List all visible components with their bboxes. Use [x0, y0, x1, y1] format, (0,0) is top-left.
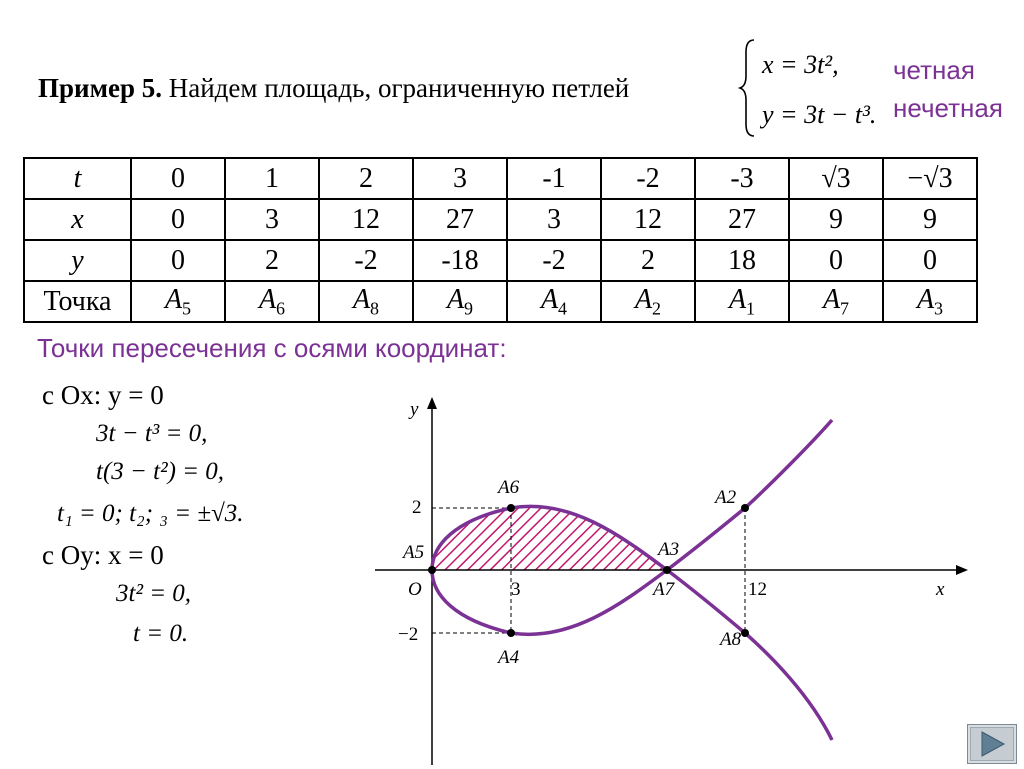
row-label-y: y — [24, 240, 131, 281]
point-letter: A — [916, 283, 935, 315]
curly-brace-icon — [738, 38, 758, 138]
table-cell: 0 — [131, 199, 225, 240]
table-row — [24, 158, 977, 199]
table-cell: 0 — [883, 240, 977, 281]
table-cell: 12 — [319, 199, 413, 240]
table-cell: -2 — [319, 240, 413, 281]
table-cell: 2 — [319, 158, 413, 199]
table-cell: 0 — [131, 158, 225, 199]
table-cell — [789, 281, 883, 322]
oy-equation-2: t = 0. — [133, 620, 189, 647]
point-index: 3 — [934, 298, 944, 319]
origin-label: O — [408, 579, 422, 600]
x-axis-arrow-icon — [956, 565, 968, 575]
table-cell: 27 — [413, 199, 507, 240]
row-label-t: t — [24, 158, 131, 199]
table-cell: -2 — [601, 158, 695, 199]
table-cell: 9 — [883, 199, 977, 240]
table-cell: 12 — [601, 199, 695, 240]
table-cell: -2 — [507, 240, 601, 281]
intersections-heading: Точки пересечения с осями координат: — [37, 333, 507, 363]
tick-x-3: 3 — [511, 579, 521, 600]
table-cell: 27 — [695, 199, 789, 240]
values-table — [23, 157, 978, 323]
table-cell — [883, 281, 977, 322]
point-letter: A — [352, 283, 371, 315]
table-cell: √3 — [789, 158, 883, 199]
table-cell — [507, 281, 601, 322]
example-number: Пример 5. — [38, 73, 162, 103]
ox-equation-2: t(3 − t²) = 0, — [96, 458, 225, 485]
label-a8: A8 — [720, 629, 742, 650]
label-a3: A3 — [658, 539, 680, 560]
point-index: 5 — [182, 298, 192, 319]
table-cell — [225, 281, 319, 322]
ox-equation-1: 3t − t³ = 0, — [96, 420, 208, 447]
play-next-icon — [967, 724, 1017, 764]
point-letter: A — [728, 283, 747, 315]
point-a2 — [741, 504, 749, 512]
table-cell: 3 — [413, 158, 507, 199]
table-row — [24, 240, 977, 281]
note-even: четная — [893, 55, 975, 85]
ox-heading: с Ox: y = 0 — [42, 380, 164, 410]
table-cell — [695, 281, 789, 322]
table-row — [24, 281, 977, 322]
example-title — [38, 73, 629, 104]
point-index: 6 — [276, 298, 286, 319]
note-odd: нечетная — [893, 93, 1003, 123]
equation-y: y = 3t − t³. — [762, 100, 877, 129]
hatched-area — [432, 506, 667, 570]
point-letter: A — [258, 283, 277, 315]
table-cell — [319, 281, 413, 322]
point-index: 4 — [558, 298, 568, 319]
point-letter: A — [164, 283, 183, 315]
table-cell — [131, 281, 225, 322]
point-index: 1 — [746, 298, 756, 319]
point-letter: A — [634, 283, 653, 315]
table-cell: 9 — [789, 199, 883, 240]
table-cell: 18 — [695, 240, 789, 281]
equation-x: x = 3t², — [762, 50, 839, 79]
tick-x-12: 12 — [748, 579, 767, 600]
point-letter: A — [822, 283, 841, 315]
label-a7: A7 — [653, 579, 675, 600]
point-a4 — [507, 629, 515, 637]
point-index: 2 — [652, 298, 662, 319]
table-cell: 2 — [601, 240, 695, 281]
point-a8 — [741, 629, 749, 637]
point-a3 — [663, 566, 671, 574]
table-cell: -1 — [507, 158, 601, 199]
point-index: 7 — [840, 298, 850, 319]
label-a4: A4 — [498, 647, 520, 668]
table-cell: 3 — [225, 199, 319, 240]
example-statement: Найдем площадь, ограниченную петлей — [168, 73, 630, 103]
table-cell: -3 — [695, 158, 789, 199]
point-a6 — [507, 504, 515, 512]
axis-x-label: x — [936, 579, 945, 600]
parametric-system — [738, 38, 898, 138]
table-cell: 3 — [507, 199, 601, 240]
ox-equation-3: t₁ = 0; t₂; ₃ = ±√3. — [57, 500, 244, 527]
table-cell — [601, 281, 695, 322]
point-letter: A — [540, 283, 559, 315]
table-cell: 1 — [225, 158, 319, 199]
table-cell: -18 — [413, 240, 507, 281]
oy-equation-1: 3t² = 0, — [116, 580, 192, 607]
label-a2: A2 — [715, 487, 737, 508]
label-a5: A5 — [403, 542, 425, 563]
table-cell: 0 — [789, 240, 883, 281]
oy-heading: с Oy: x = 0 — [42, 540, 164, 570]
table-cell: 0 — [131, 240, 225, 281]
row-label-point: Точка — [24, 281, 131, 322]
axis-y-label: y — [410, 399, 419, 420]
table-cell: 2 — [225, 240, 319, 281]
table-row — [24, 199, 977, 240]
row-label-x: x — [24, 199, 131, 240]
table-cell: −√3 — [883, 158, 977, 199]
next-slide-button[interactable] — [967, 724, 1017, 764]
point-index: 9 — [464, 298, 474, 319]
tick-y-2: 2 — [412, 497, 422, 518]
point-a5 — [428, 566, 436, 574]
y-axis-arrow-icon — [427, 397, 437, 409]
curve-graph — [370, 395, 970, 767]
table-cell — [413, 281, 507, 322]
label-a6: A6 — [498, 477, 520, 498]
point-index: 8 — [370, 298, 380, 319]
tick-y-minus-2: −2 — [398, 624, 419, 645]
point-letter: A — [446, 283, 465, 315]
